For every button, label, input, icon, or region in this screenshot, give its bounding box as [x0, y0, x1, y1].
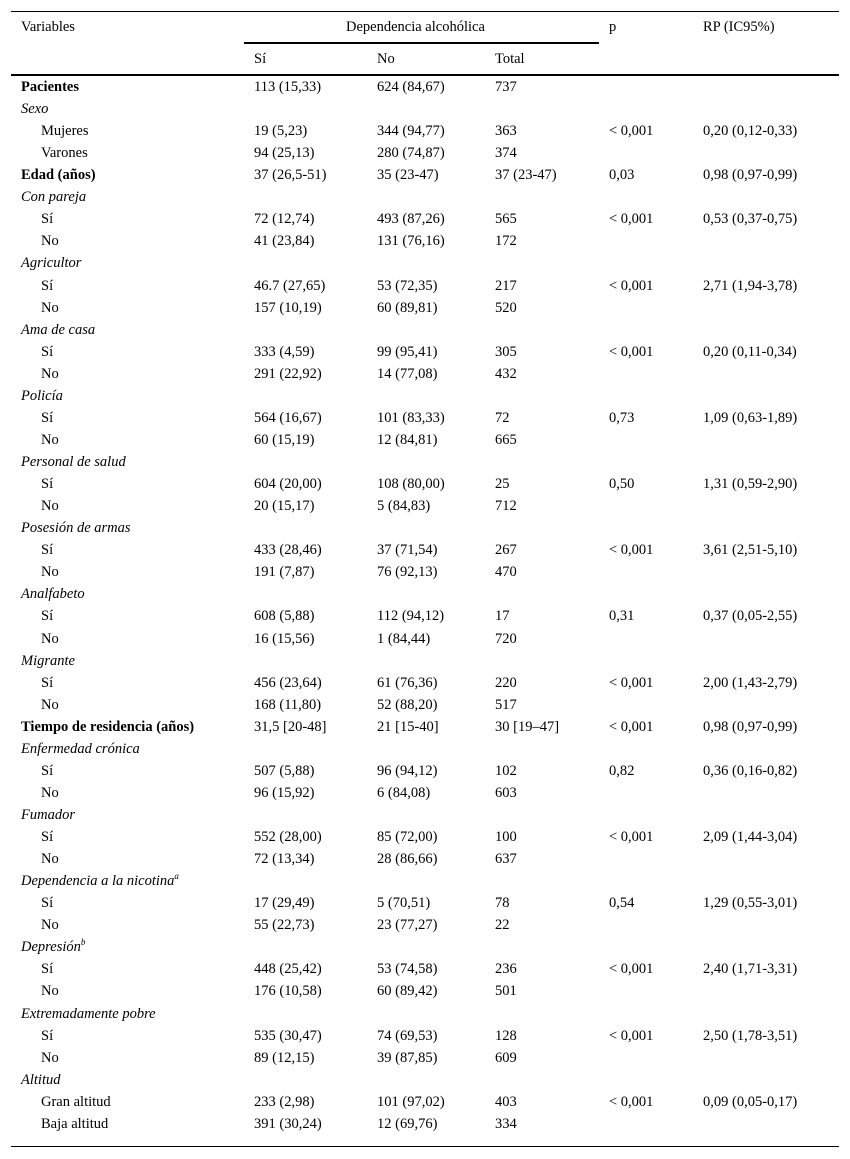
- row-label: No: [41, 631, 59, 647]
- row-label: No: [41, 851, 59, 867]
- cell-total: 609: [495, 1050, 517, 1066]
- cell-si: 157 (10,19): [254, 300, 322, 316]
- group-label: Con pareja: [21, 189, 87, 205]
- cell-si: 60 (15,19): [254, 432, 315, 448]
- cell-total: 501: [495, 983, 517, 999]
- footnote-marker: a: [174, 871, 179, 881]
- cell-si: 433 (28,46): [254, 542, 322, 558]
- cell-total: 432: [495, 366, 517, 382]
- table-bottom-rule: [11, 1146, 839, 1147]
- cell-rp: 0,98 (0,97-0,99): [703, 719, 798, 735]
- cell-no: 60 (89,42): [377, 983, 438, 999]
- cell-total: 100: [495, 829, 517, 845]
- cell-no: 493 (87,26): [377, 211, 445, 227]
- cell-no: 37 (71,54): [377, 542, 438, 558]
- cell-no: 53 (72,35): [377, 278, 438, 294]
- group-label: Extremadamente pobre: [21, 1006, 156, 1022]
- group-label: Fumador: [21, 807, 75, 823]
- dependencia-span-rule: [244, 42, 599, 44]
- cell-si: 19 (5,23): [254, 123, 308, 139]
- cell-total: 363: [495, 123, 517, 139]
- group-label: Altitud: [21, 1072, 61, 1088]
- group-label: Policía: [21, 388, 63, 404]
- group-label: Agricultor: [21, 255, 82, 271]
- cell-si: 20 (15,17): [254, 498, 315, 514]
- cell-si: 333 (4,59): [254, 344, 315, 360]
- cell-no: 99 (95,41): [377, 344, 438, 360]
- cell-rp: 0,37 (0,05-2,55): [703, 608, 798, 624]
- cell-total: 334: [495, 1116, 517, 1132]
- cell-no: 61 (76,36): [377, 675, 438, 691]
- cell-no: 14 (77,08): [377, 366, 438, 382]
- cell-no: 108 (80,00): [377, 476, 445, 492]
- row-label: No: [41, 983, 59, 999]
- cell-no: 76 (92,13): [377, 564, 438, 580]
- cell-no: 52 (88,20): [377, 697, 438, 713]
- cell-p: 0,03: [609, 167, 635, 183]
- header-variables: Variables: [21, 19, 75, 35]
- cell-total: 470: [495, 564, 517, 580]
- row-label: Sí: [41, 895, 54, 911]
- row-label: Sí: [41, 476, 54, 492]
- cell-p: < 0,001: [609, 961, 654, 977]
- cell-si: 176 (10,58): [254, 983, 322, 999]
- cell-total: 128: [495, 1028, 517, 1044]
- cell-p: < 0,001: [609, 719, 654, 735]
- cell-rp: 0,20 (0,12-0,33): [703, 123, 798, 139]
- cell-total: 565: [495, 211, 517, 227]
- cell-p: 0,73: [609, 410, 635, 426]
- cell-no: 23 (77,27): [377, 917, 438, 933]
- group-label: Depresión$^b$: [21, 937, 86, 955]
- header-rp: RP (IC95%): [703, 19, 775, 35]
- cell-rp: 1,09 (0,63-1,89): [703, 410, 798, 426]
- cell-no: 344 (94,77): [377, 123, 445, 139]
- row-label: No: [41, 785, 59, 801]
- cell-no: 6 (84,08): [377, 785, 431, 801]
- cell-si: 72 (12,74): [254, 211, 315, 227]
- cell-si: 608 (5,88): [254, 608, 315, 624]
- cell-p: < 0,001: [609, 542, 654, 558]
- cell-p: 0,31: [609, 608, 635, 624]
- cell-p: 0,54: [609, 895, 635, 911]
- cell-rp: 0,98 (0,97-0,99): [703, 167, 798, 183]
- row-label: No: [41, 233, 59, 249]
- row-label: No: [41, 300, 59, 316]
- cell-si: 448 (25,42): [254, 961, 322, 977]
- row-label: Sí: [41, 344, 54, 360]
- cell-total: 517: [495, 697, 517, 713]
- cell-p: < 0,001: [609, 675, 654, 691]
- group-label: Personal de salud: [21, 454, 126, 470]
- cell-total: 37 (23-47): [495, 167, 557, 183]
- cell-no: 5 (84,83): [377, 498, 431, 514]
- cell-no: 1 (84,44): [377, 631, 431, 647]
- cell-rp: 1,31 (0,59-2,90): [703, 476, 798, 492]
- row-label: Edad (años): [21, 167, 96, 183]
- cell-si: 233 (2,98): [254, 1094, 315, 1110]
- cell-total: 72: [495, 410, 510, 426]
- row-label: Sí: [41, 542, 54, 558]
- cell-p: < 0,001: [609, 123, 654, 139]
- cell-total: 712: [495, 498, 517, 514]
- cell-total: 102: [495, 763, 517, 779]
- cell-total: 520: [495, 300, 517, 316]
- cell-si: 113 (15,33): [254, 79, 322, 95]
- header-total: Total: [495, 51, 525, 67]
- cell-total: 22: [495, 917, 510, 933]
- cell-si: 507 (5,88): [254, 763, 315, 779]
- cell-si: 291 (22,92): [254, 366, 322, 382]
- cell-p: < 0,001: [609, 278, 654, 294]
- cell-rp: 0,36 (0,16-0,82): [703, 763, 798, 779]
- group-label: Sexo: [21, 101, 49, 117]
- cell-total: 374: [495, 145, 517, 161]
- cell-total: 305: [495, 344, 517, 360]
- cell-total: 720: [495, 631, 517, 647]
- cell-p: < 0,001: [609, 211, 654, 227]
- cell-si: 535 (30,47): [254, 1028, 322, 1044]
- group-label: Enfermedad crónica: [21, 741, 140, 757]
- cell-total: 637: [495, 851, 517, 867]
- cell-total: 267: [495, 542, 517, 558]
- cell-p: 0,82: [609, 763, 635, 779]
- footnote-marker: b: [80, 937, 86, 947]
- row-label: Sí: [41, 1028, 54, 1044]
- cell-rp: 0,20 (0,11-0,34): [703, 344, 797, 360]
- row-label: No: [41, 1050, 59, 1066]
- cell-rp: 2,09 (1,44-3,04): [703, 829, 798, 845]
- group-label: Posesión de armas: [21, 520, 131, 536]
- cell-rp: 2,50 (1,78-3,51): [703, 1028, 798, 1044]
- row-label: No: [41, 564, 59, 580]
- cell-si: 456 (23,64): [254, 675, 322, 691]
- cell-total: 220: [495, 675, 517, 691]
- cell-si: 89 (12,15): [254, 1050, 315, 1066]
- cell-rp: 0,09 (0,05-0,17): [703, 1094, 798, 1110]
- cell-total: 236: [495, 961, 517, 977]
- cell-total: 17: [495, 608, 510, 624]
- row-label: Mujeres: [41, 123, 89, 139]
- group-label: Ama de casa: [21, 322, 96, 338]
- cell-si: 391 (30,24): [254, 1116, 322, 1132]
- cell-rp: 2,40 (1,71-3,31): [703, 961, 798, 977]
- header-dependencia: Dependencia alcohólica: [346, 19, 485, 35]
- cell-si: 31,5 [20-48]: [254, 719, 327, 735]
- row-label: Baja altitud: [41, 1116, 109, 1132]
- row-label: No: [41, 917, 59, 933]
- group-label: Dependencia a la nicotina$^a$: [21, 871, 179, 889]
- row-label: Sí: [41, 829, 54, 845]
- cell-total: 78: [495, 895, 510, 911]
- cell-rp: 2,00 (1,43-2,79): [703, 675, 798, 691]
- row-label: Sí: [41, 675, 54, 691]
- cell-no: 28 (86,66): [377, 851, 438, 867]
- cell-no: 12 (69,76): [377, 1116, 438, 1132]
- cell-total: 30 [19–47]: [495, 719, 560, 735]
- row-label: Sí: [41, 608, 54, 624]
- cell-no: 112 (94,12): [377, 608, 445, 624]
- cell-si: 552 (28,00): [254, 829, 322, 845]
- cell-si: 96 (15,92): [254, 785, 315, 801]
- cell-no: 12 (84,81): [377, 432, 438, 448]
- cell-no: 5 (70,51): [377, 895, 431, 911]
- cell-si: 604 (20,00): [254, 476, 322, 492]
- cell-rp: 3,61 (2,51-5,10): [703, 542, 798, 558]
- cell-no: 101 (83,33): [377, 410, 445, 426]
- cell-rp: 2,71 (1,94-3,78): [703, 278, 798, 294]
- row-label: Pacientes: [21, 79, 79, 95]
- cell-si: 72 (13,34): [254, 851, 315, 867]
- row-label: Sí: [41, 763, 54, 779]
- cell-no: 624 (84,67): [377, 79, 445, 95]
- cell-p: < 0,001: [609, 829, 654, 845]
- cell-total: 25: [495, 476, 510, 492]
- cell-no: 131 (76,16): [377, 233, 445, 249]
- cell-total: 172: [495, 233, 517, 249]
- row-label: Sí: [41, 278, 54, 294]
- row-label: Varones: [41, 145, 88, 161]
- row-label: Tiempo de residencia (años): [21, 719, 195, 735]
- group-label: Migrante: [21, 653, 75, 669]
- row-label: Sí: [41, 410, 54, 426]
- row-label: No: [41, 697, 59, 713]
- cell-p: < 0,001: [609, 1094, 654, 1110]
- cell-p: < 0,001: [609, 1028, 654, 1044]
- cell-no: 35 (23-47): [377, 167, 439, 183]
- cell-p: 0,50: [609, 476, 635, 492]
- cell-rp: 0,53 (0,37-0,75): [703, 211, 798, 227]
- cell-si: 168 (11,80): [254, 697, 322, 713]
- cell-si: 55 (22,73): [254, 917, 315, 933]
- header-si: Sí: [254, 51, 267, 67]
- cell-rp: 1,29 (0,55-3,01): [703, 895, 798, 911]
- cell-si: 564 (16,67): [254, 410, 322, 426]
- cell-si: 17 (29,49): [254, 895, 315, 911]
- header-p: p: [609, 19, 617, 35]
- cell-si: 46.7 (27,65): [254, 278, 326, 294]
- header-bottom-rule: [11, 74, 839, 76]
- cell-total: 603: [495, 785, 517, 801]
- cell-si: 41 (23,84): [254, 233, 315, 249]
- cell-si: 191 (7,87): [254, 564, 315, 580]
- cell-si: 37 (26,5-51): [254, 167, 327, 183]
- cell-total: 403: [495, 1094, 517, 1110]
- cell-no: 280 (74,87): [377, 145, 445, 161]
- cell-no: 96 (94,12): [377, 763, 438, 779]
- cell-no: 74 (69,53): [377, 1028, 438, 1044]
- cell-si: 94 (25,13): [254, 145, 315, 161]
- cell-total: 737: [495, 79, 517, 95]
- cell-no: 39 (87,85): [377, 1050, 438, 1066]
- row-label: No: [41, 498, 59, 514]
- row-label: Sí: [41, 211, 54, 227]
- row-label: Gran altitud: [41, 1094, 111, 1110]
- group-label: Analfabeto: [21, 586, 85, 602]
- row-label: Sí: [41, 961, 54, 977]
- cell-p: < 0,001: [609, 344, 654, 360]
- table-top-rule: [11, 11, 839, 12]
- cell-no: 101 (97,02): [377, 1094, 445, 1110]
- row-label: No: [41, 432, 59, 448]
- cell-no: 60 (89,81): [377, 300, 438, 316]
- cell-total: 665: [495, 432, 517, 448]
- header-no: No: [377, 51, 395, 67]
- cell-no: 85 (72,00): [377, 829, 438, 845]
- cell-no: 21 [15-40]: [377, 719, 439, 735]
- row-label: No: [41, 366, 59, 382]
- cell-total: 217: [495, 278, 517, 294]
- cell-si: 16 (15,56): [254, 631, 315, 647]
- cell-no: 53 (74,58): [377, 961, 438, 977]
